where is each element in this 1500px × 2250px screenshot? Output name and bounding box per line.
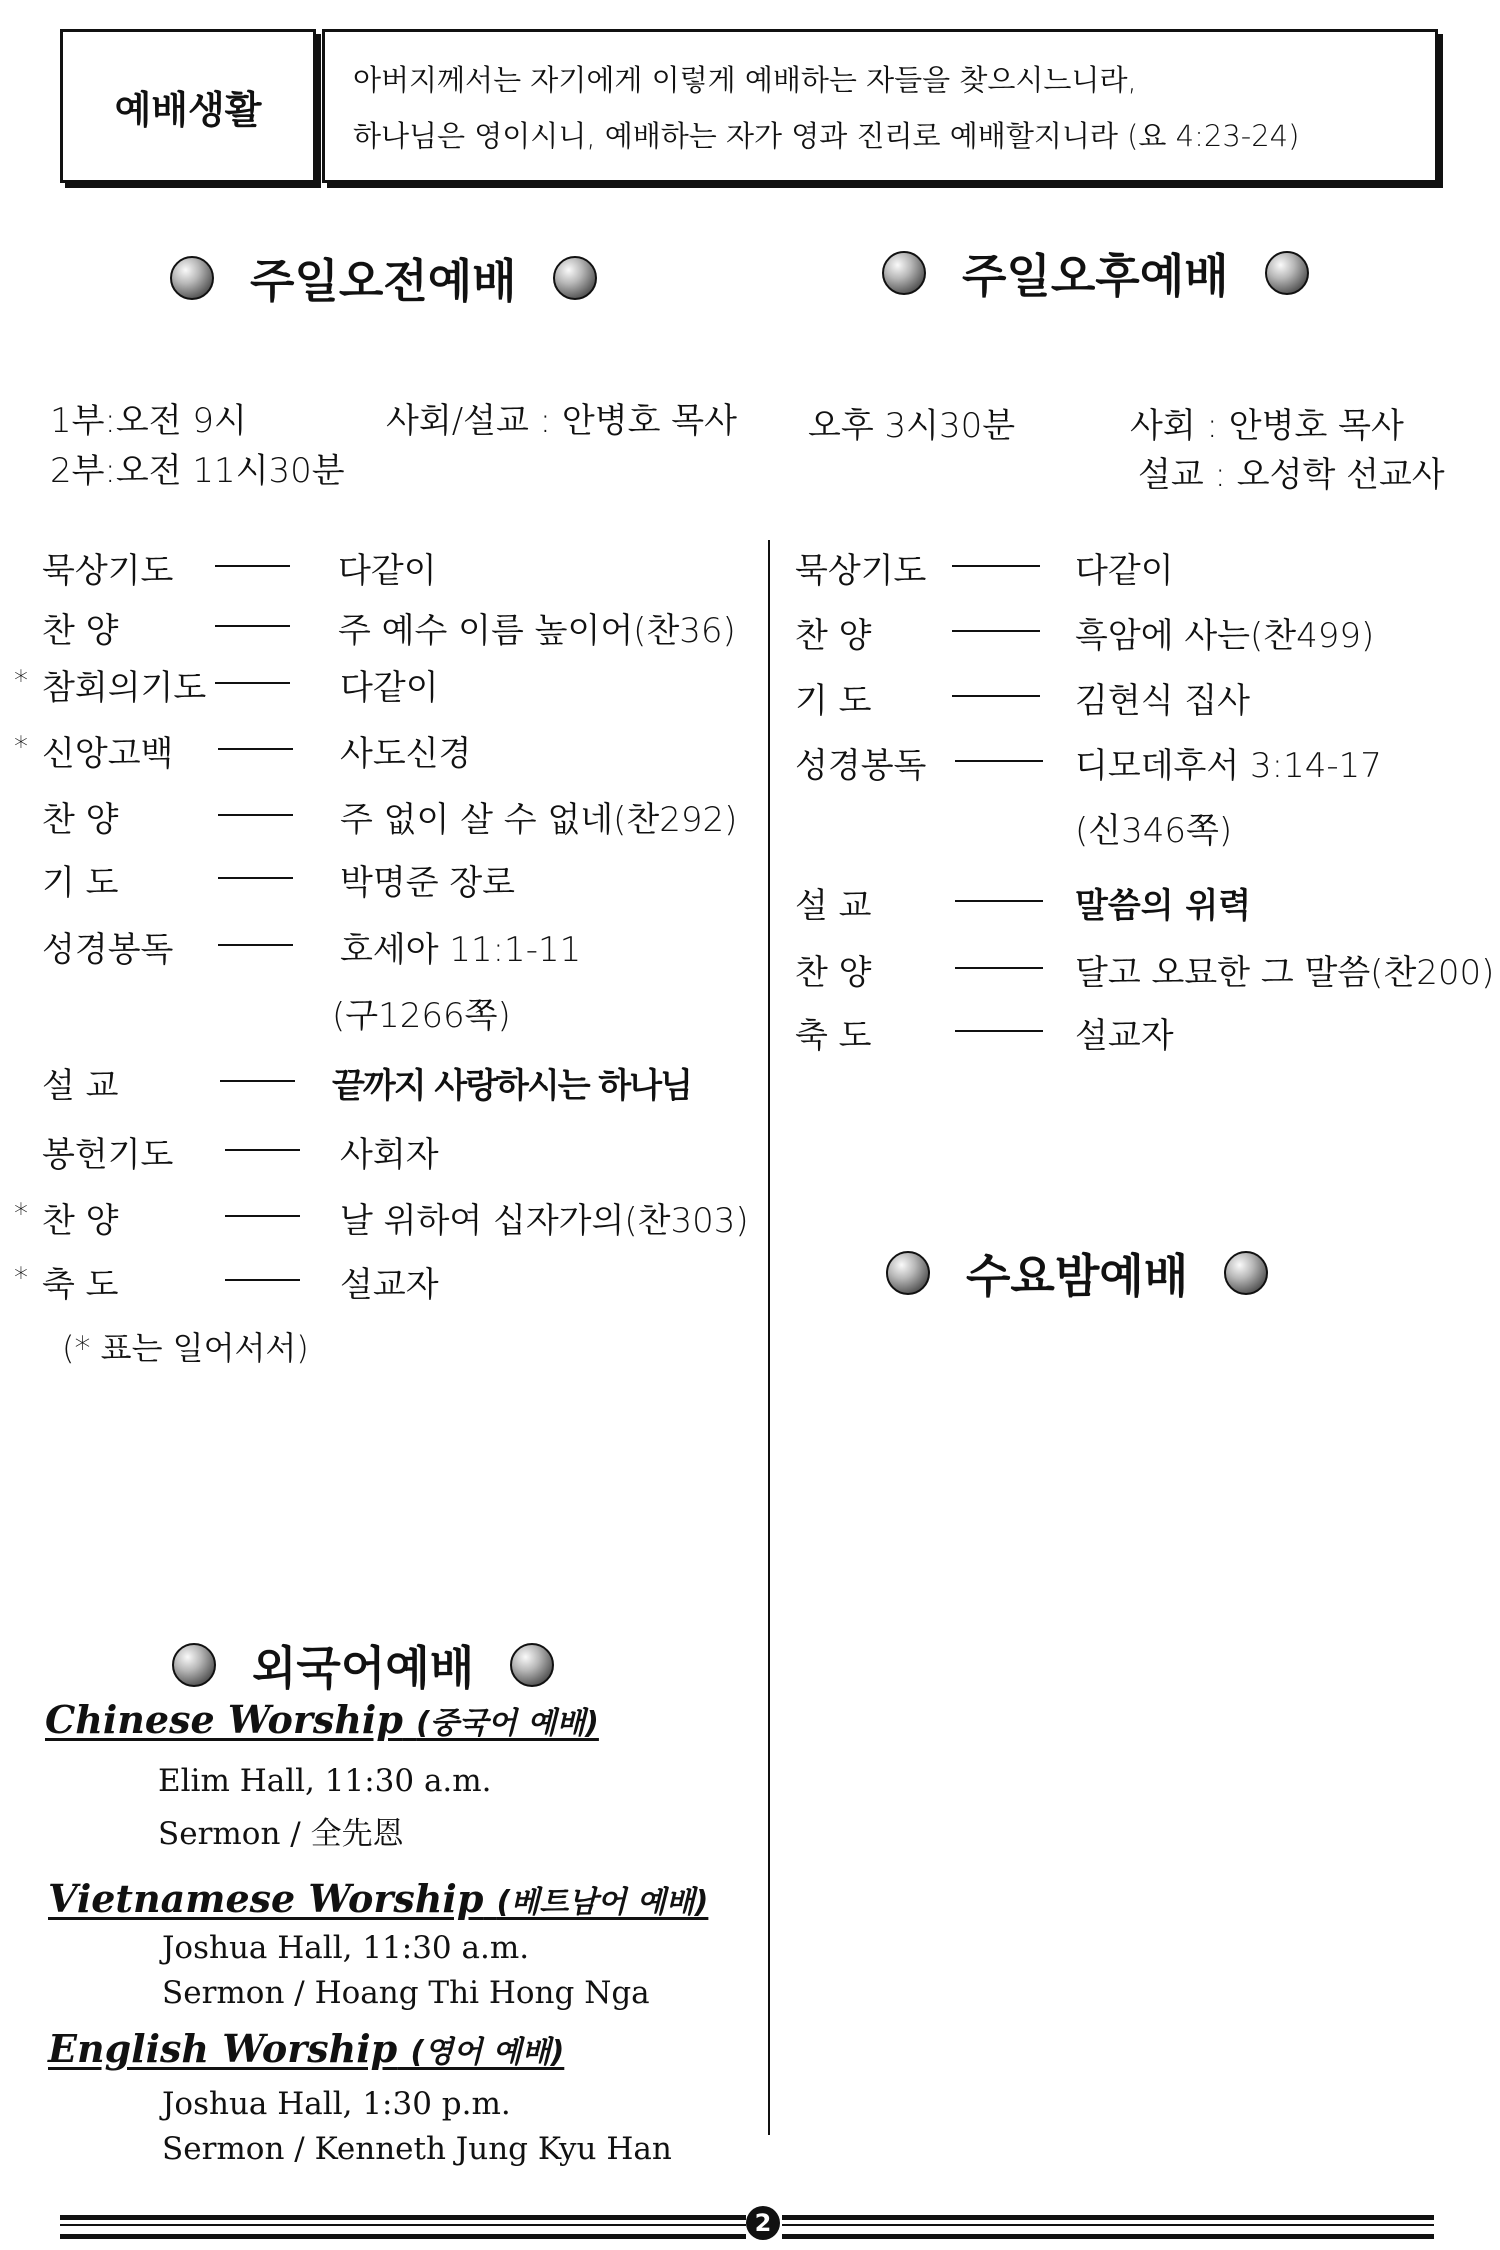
verse-line-1: 아버지께서는 자기에게 이렇게 예배하는 자들을 찾으시느니라,	[353, 63, 1137, 97]
morning-order-item-value: 호세아 11:1-11	[340, 930, 582, 970]
morning-order-item-value: 설교자	[340, 1265, 439, 1305]
header-title: 예배생활	[114, 87, 262, 132]
standing-marker: *	[14, 730, 28, 763]
bullet-ball-icon	[553, 256, 597, 300]
english-worship-title	[48, 2026, 564, 2071]
afternoon-preacher: 설교 : 오성학 선교사	[1138, 455, 1445, 495]
afternoon-order-item-value: 김현식 집사	[1075, 681, 1251, 721]
leader-dash	[218, 814, 293, 816]
wednesday-service-heading	[886, 1240, 1268, 1306]
standing-marker: *	[14, 1197, 28, 1230]
leader-dash	[215, 682, 290, 684]
afternoon-order-item-value: 설교자	[1075, 1016, 1174, 1056]
worship-title-en: Chinese Worship	[45, 1697, 403, 1742]
morning-order-item-label	[14, 726, 174, 775]
worship-title-en: Vietnamese Worship	[48, 1876, 484, 1921]
morning-order-item-label: 봉헌기도	[42, 1135, 174, 1175]
afternoon-order-item-value: (신346쪽)	[1075, 811, 1233, 851]
morning-order-item-label	[14, 1193, 119, 1242]
morning-heading-text: 주일오전예배	[250, 254, 517, 308]
morning-order-item-label: 설 교	[42, 1066, 119, 1106]
afternoon-order-item-value: 다같이	[1075, 551, 1174, 591]
morning-order-item-label	[14, 660, 207, 709]
afternoon-time: 오후 3시30분	[808, 406, 1016, 446]
bullet-ball-icon	[1224, 1251, 1268, 1295]
leader-dash	[225, 1215, 300, 1217]
morning-service2-time: 2부:오전 11시30분	[50, 451, 345, 491]
morning-sermon-title: 끝까지 사랑하시는 하나님	[332, 1066, 691, 1106]
morning-order-item-label: 찬 양	[42, 800, 119, 840]
morning-order-item-value: 사회자	[340, 1135, 439, 1175]
leader-dash	[215, 625, 290, 627]
morning-order-item-value: 사도신경	[340, 734, 472, 774]
worship-preacher: Sermon / 全先恩	[158, 1816, 404, 1852]
bullet-ball-icon	[170, 256, 214, 300]
worship-place-time: Joshua Hall, 1:30 p.m.	[162, 2086, 511, 2122]
header-title-box	[60, 29, 316, 183]
vietnamese-worship-title	[48, 1876, 708, 1921]
leader-dash	[225, 1279, 300, 1281]
bullet-ball-icon	[172, 1643, 216, 1687]
afternoon-service-heading	[882, 240, 1309, 306]
afternoon-order-item-label: 묵상기도	[795, 551, 927, 591]
leader-dash	[952, 695, 1040, 697]
worship-place-time: Elim Hall, 11:30 a.m.	[158, 1763, 492, 1799]
morning-order-item-label	[14, 1257, 119, 1306]
leader-dash	[955, 760, 1043, 762]
morning-order-item-value: 다같이	[340, 668, 439, 708]
afternoon-order-item-label: 성경봉독	[795, 746, 927, 786]
morning-order-item-text: 참회의기도	[42, 668, 207, 708]
wednesday-heading-text: 수요밤예배	[966, 1249, 1189, 1303]
afternoon-order-item-label: 찬 양	[795, 616, 872, 656]
leader-dash	[955, 1030, 1043, 1032]
morning-order-item-text: 축 도	[42, 1265, 119, 1305]
afternoon-order-item-value: 흑암에 사는(찬499)	[1075, 616, 1375, 656]
morning-service1-time: 1부:오전 9시	[50, 401, 247, 441]
morning-order-item-label: 묵상기도	[42, 551, 174, 591]
morning-order-item-label: 기 도	[42, 863, 119, 903]
worship-place-time: Joshua Hall, 11:30 a.m.	[162, 1930, 530, 1966]
foreign-service-heading	[172, 1632, 554, 1698]
morning-order-item-label: 성경봉독	[42, 930, 174, 970]
worship-title-en: English Worship	[48, 2026, 398, 2071]
morning-order-item-value: 날 위하여 십자가의(찬303)	[340, 1201, 749, 1241]
chinese-worship-title	[45, 1697, 599, 1742]
leader-dash	[218, 748, 293, 750]
afternoon-order-item-value: 달고 오묘한 그 말씀(찬200)	[1075, 953, 1495, 993]
morning-order-item-value: (구1266쪽)	[332, 996, 511, 1036]
bullet-ball-icon	[882, 251, 926, 295]
worship-title-kr: (중국어 예배)	[416, 1706, 599, 1741]
morning-order-item-label: 찬 양	[42, 611, 119, 651]
leader-dash	[952, 630, 1040, 632]
afternoon-heading-text: 주일오후예배	[962, 249, 1229, 303]
morning-service-heading	[170, 245, 597, 311]
leader-dash	[218, 944, 293, 946]
afternoon-order-item-value: 디모데후서 3:14-17	[1075, 746, 1382, 786]
column-divider	[768, 540, 770, 2135]
leader-dash	[952, 565, 1040, 567]
morning-leader: 사회/설교 : 안병호 목사	[386, 401, 737, 441]
morning-order-item-text: 신앙고백	[42, 734, 174, 774]
morning-order-item-value: 주 예수 이름 높이어(찬36)	[338, 611, 736, 651]
afternoon-order-item-label: 설 교	[795, 886, 872, 926]
leader-dash	[955, 900, 1043, 902]
standing-marker: *	[14, 1261, 28, 1294]
morning-order-item-value: 다같이	[338, 551, 437, 591]
standing-note: (* 표는 일어서서)	[62, 1329, 309, 1367]
morning-order-item-value: 주 없이 살 수 없네(찬292)	[340, 800, 738, 840]
leader-dash	[955, 967, 1043, 969]
header-verse-box	[322, 29, 1438, 183]
leader-dash	[225, 1149, 300, 1151]
afternoon-order-item-label: 축 도	[795, 1016, 872, 1056]
afternoon-leader: 사회 : 안병호 목사	[1130, 406, 1404, 446]
worship-preacher: Sermon / Hoang Thi Hong Nga	[162, 1975, 650, 2011]
page-number: 2	[746, 2206, 780, 2240]
footer-rule-right	[782, 2215, 1434, 2239]
leader-dash	[220, 1080, 295, 1082]
bullet-ball-icon	[886, 1251, 930, 1295]
morning-order-item-text: 찬 양	[42, 1201, 119, 1241]
afternoon-order-item-label: 기 도	[795, 681, 872, 721]
footer-rule-left	[60, 2215, 746, 2239]
bullet-ball-icon	[1265, 251, 1309, 295]
worship-preacher: Sermon / Kenneth Jung Kyu Han	[162, 2131, 672, 2167]
worship-title-kr: (베트남어 예배)	[496, 1885, 709, 1920]
bullet-ball-icon	[510, 1643, 554, 1687]
morning-order-item-value: 박명준 장로	[340, 863, 516, 903]
worship-title-kr: (영어 예배)	[410, 2035, 565, 2070]
afternoon-order-item-label: 찬 양	[795, 953, 872, 993]
leader-dash	[215, 565, 290, 567]
leader-dash	[218, 877, 293, 879]
afternoon-sermon-title: 말씀의 위력	[1075, 886, 1252, 926]
verse-line-2: 하나님은 영이시니, 예배하는 자가 영과 진리로 예배할지니라 (요 4:23-24)	[353, 119, 1300, 153]
foreign-heading-text: 외국어예배	[252, 1641, 475, 1695]
standing-marker: *	[14, 664, 28, 697]
